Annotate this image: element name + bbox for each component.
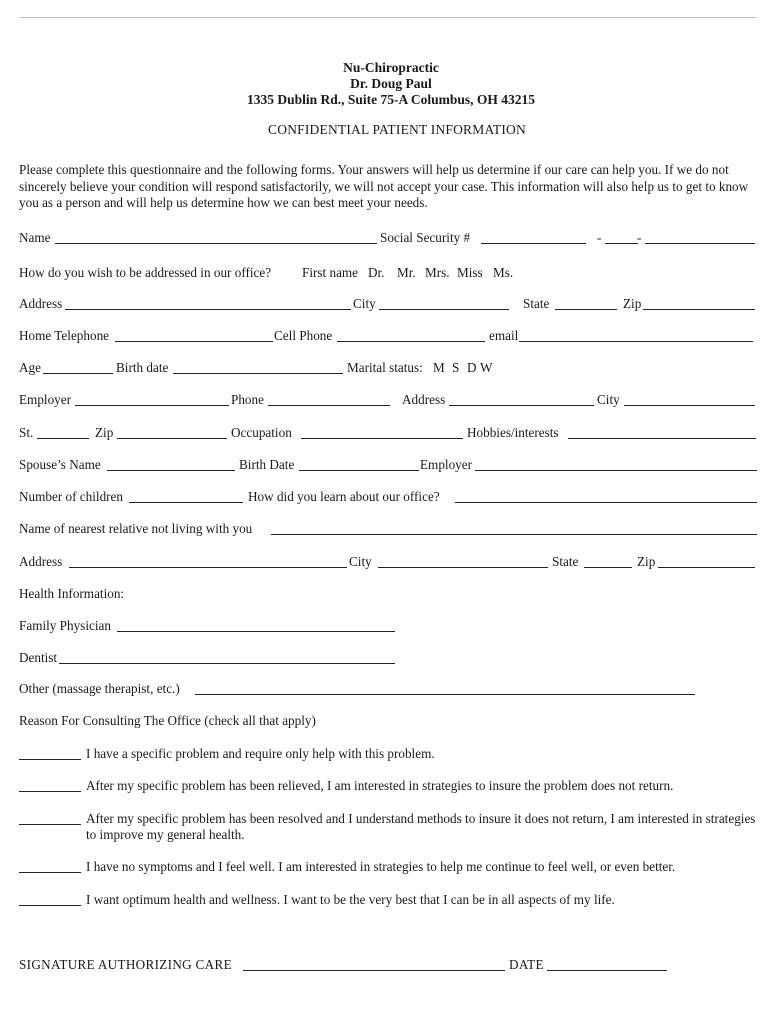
hobbies-field[interactable] <box>568 438 756 439</box>
relative-field[interactable] <box>271 534 757 535</box>
employer-phone-label: Phone <box>231 392 264 407</box>
home-phone-field[interactable] <box>115 341 273 342</box>
zip-field[interactable] <box>643 309 755 310</box>
health-info-heading: Health Information: <box>19 586 125 601</box>
relative-zip-field[interactable] <box>658 567 755 568</box>
reason-option-2-check[interactable] <box>19 791 81 792</box>
ssn-field-part1[interactable] <box>481 243 586 244</box>
name-field[interactable] <box>55 243 377 244</box>
spouse-name-field[interactable] <box>107 470 235 471</box>
title-option-ms[interactable]: Ms. <box>493 265 514 280</box>
doctor-name: Dr. Doug Paul <box>350 76 432 91</box>
title-option-miss[interactable]: Miss <box>457 265 483 280</box>
employer-state-field[interactable] <box>37 438 89 439</box>
employer-state-label: St. <box>19 425 34 440</box>
name-label: Name <box>19 230 51 245</box>
relative-city-label: City <box>349 554 372 569</box>
employer-address-field[interactable] <box>449 405 594 406</box>
ssn-dash-2: - <box>637 230 642 245</box>
relative-label: Name of nearest relative not living with you <box>19 521 253 536</box>
practice-header <box>0 60 770 108</box>
scan-top-edge <box>20 17 756 18</box>
marital-option-m[interactable]: M <box>433 360 445 375</box>
zip-label: Zip <box>623 296 642 311</box>
occupation-label: Occupation <box>231 425 292 440</box>
title-option-mr[interactable]: Mr. <box>397 265 416 280</box>
practice-address: 1335 Dublin Rd., Suite 75-A Columbus, OH 43215 <box>246 92 536 107</box>
spouse-birth-label: Birth Date <box>239 457 295 472</box>
reason-option-3-check[interactable] <box>19 824 81 825</box>
reason-option-2-text: After my specific problem has been relieved, I am interested in strategies to insure the problem does not return. <box>86 778 674 793</box>
relative-state-field[interactable] <box>584 567 632 568</box>
marital-option-d[interactable]: D <box>467 360 477 375</box>
reason-heading: Reason For Consulting The Office (check all that apply) <box>19 713 316 728</box>
marital-option-s[interactable]: S <box>452 360 460 375</box>
hobbies-label: Hobbies/interests <box>467 425 559 440</box>
reason-option-3-text: After my specific problem has been resolved and I understand methods to insure it does not return, I am interested in strategies to improve my general health. <box>86 811 756 842</box>
employer-city-label: City <box>597 392 620 407</box>
cell-phone-field[interactable] <box>337 341 485 342</box>
form-title: CONFIDENTIAL PATIENT INFORMATION <box>268 122 526 137</box>
relative-address-field[interactable] <box>69 567 347 568</box>
other-label: Other (massage therapist, etc.) <box>19 681 180 696</box>
ssn-dash-1: - <box>597 230 602 245</box>
intro-paragraph: Please complete this questionnaire and the following forms. Your answers will help us determine if our care can help you. If we do not sincerely believe your condition will respond satisfactorily, we will not accept your case. This information will also help us to get to know you as a person and will help us determine how we can best meet your needs. <box>19 162 749 210</box>
employer-address-label: Address <box>402 392 446 407</box>
ssn-field-part2[interactable] <box>605 243 638 244</box>
signature-field[interactable] <box>243 970 505 971</box>
reason-option-1-text: I have a specific problem and require only help with this problem. <box>86 746 435 761</box>
employer-zip-field[interactable] <box>117 438 227 439</box>
spouse-employer-field[interactable] <box>475 470 757 471</box>
title-option-dr[interactable]: Dr. <box>368 265 385 280</box>
age-field[interactable] <box>43 373 113 374</box>
relative-address-label: Address <box>19 554 63 569</box>
other-field[interactable] <box>195 694 695 695</box>
age-label: Age <box>19 360 41 375</box>
employer-field[interactable] <box>75 405 229 406</box>
home-phone-label: Home Telephone <box>19 328 110 343</box>
first-name-option[interactable]: First name <box>302 265 359 280</box>
address-field[interactable] <box>65 309 351 310</box>
dentist-label: Dentist <box>19 650 58 665</box>
date-field[interactable] <box>547 970 667 971</box>
learn-field[interactable] <box>455 502 757 503</box>
learn-label: How did you learn about our office? <box>248 489 440 504</box>
relative-city-field[interactable] <box>378 567 548 568</box>
reason-option-5-check[interactable] <box>19 905 81 906</box>
spouse-name-label: Spouse’s Name <box>19 457 101 472</box>
marital-option-w[interactable]: W <box>480 360 493 375</box>
children-field[interactable] <box>129 502 243 503</box>
signature-label: SIGNATURE AUTHORIZING CARE <box>19 957 232 972</box>
employer-label: Employer <box>19 392 72 407</box>
addressed-label: How do you wish to be addressed in our office? <box>19 265 272 280</box>
reason-option-5-text: I want optimum health and wellness. I want to be the very best that I can be in all aspects of my life. <box>86 892 615 907</box>
physician-label: Family Physician <box>19 618 111 633</box>
state-field[interactable] <box>555 309 617 310</box>
cell-phone-label: Cell Phone <box>274 328 333 343</box>
ssn-field-part3[interactable] <box>645 243 755 244</box>
occupation-field[interactable] <box>301 438 463 439</box>
relative-zip-label: Zip <box>637 554 656 569</box>
date-label: DATE <box>509 957 544 972</box>
employer-zip-label: Zip <box>95 425 114 440</box>
children-label: Number of children <box>19 489 123 504</box>
spouse-employer-label: Employer <box>420 457 473 472</box>
ssn-label: Social Security # <box>380 230 471 245</box>
birth-date-label: Birth date <box>116 360 169 375</box>
spouse-birth-field[interactable] <box>299 470 419 471</box>
city-label: City <box>353 296 376 311</box>
reason-option-1-check[interactable] <box>19 759 81 760</box>
city-field[interactable] <box>379 309 509 310</box>
marital-label: Marital status: <box>347 360 423 375</box>
email-field[interactable] <box>519 341 753 342</box>
state-label: State <box>523 296 550 311</box>
physician-field[interactable] <box>117 631 395 632</box>
birth-date-field[interactable] <box>173 373 343 374</box>
relative-state-label: State <box>552 554 579 569</box>
reason-option-4-text: I have no symptoms and I feel well. I am interested in strategies to help me continue to feel well, or even better. <box>86 859 676 874</box>
practice-name: Nu-Chiropractic <box>343 60 439 75</box>
employer-city-field[interactable] <box>624 405 755 406</box>
dentist-field[interactable] <box>59 663 395 664</box>
reason-option-4-check[interactable] <box>19 872 81 873</box>
employer-phone-field[interactable] <box>268 405 390 406</box>
title-option-mrs[interactable]: Mrs. <box>425 265 450 280</box>
email-label: email <box>489 328 519 343</box>
address-label: Address <box>19 296 63 311</box>
